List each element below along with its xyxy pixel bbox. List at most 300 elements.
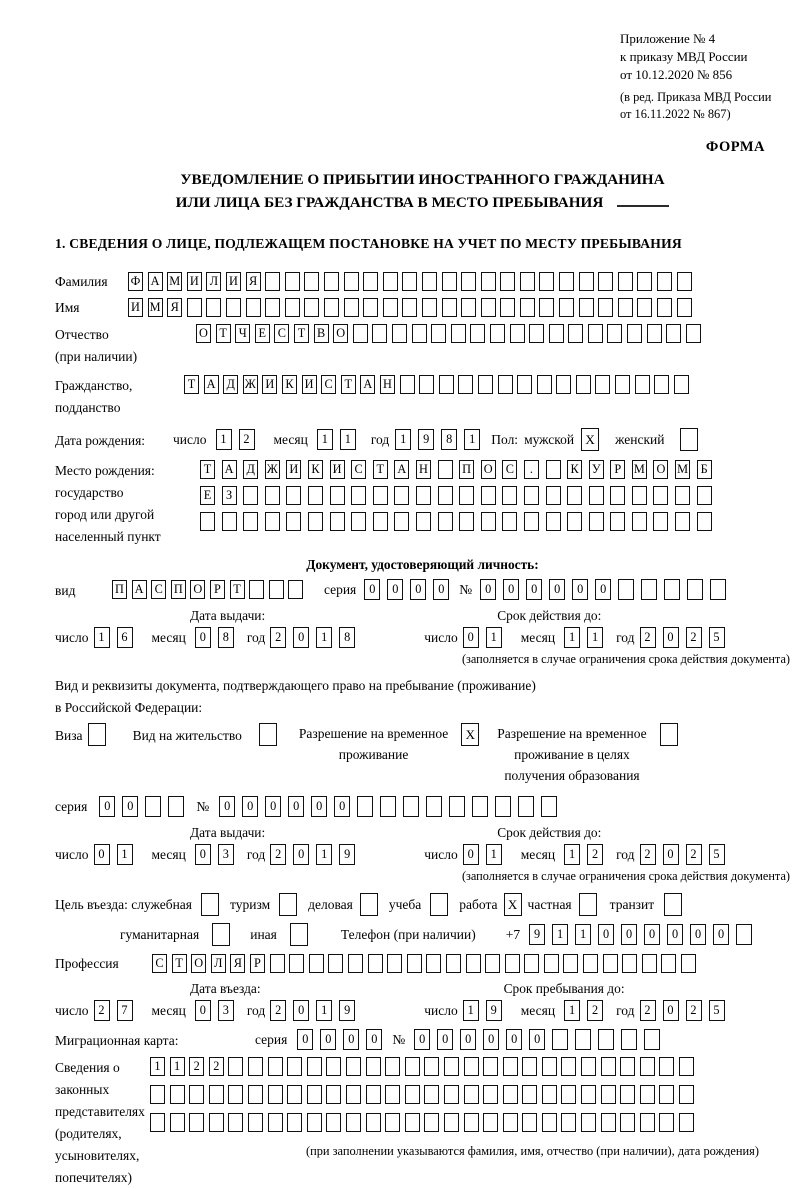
char-cell[interactable]: 1 — [486, 627, 502, 648]
char-cell[interactable] — [677, 298, 692, 317]
birth-day-input[interactable] — [216, 429, 262, 450]
char-cell[interactable]: О — [196, 324, 211, 343]
char-cell[interactable]: К — [308, 460, 323, 479]
char-cell[interactable] — [248, 1113, 263, 1132]
char-cell[interactable] — [483, 1057, 498, 1076]
char-cell[interactable] — [187, 298, 202, 317]
res-valid-year[interactable] — [640, 844, 732, 865]
char-cell[interactable]: С — [274, 324, 289, 343]
char-cell[interactable] — [657, 272, 672, 291]
char-cell[interactable] — [561, 1085, 576, 1104]
char-cell[interactable] — [346, 1085, 361, 1104]
char-cell[interactable] — [403, 796, 419, 817]
res-number-input[interactable] — [219, 796, 564, 817]
char-cell[interactable]: 8 — [218, 627, 234, 648]
char-cell[interactable] — [657, 298, 672, 317]
char-cell[interactable] — [520, 272, 535, 291]
char-cell[interactable]: С — [152, 954, 167, 973]
char-cell[interactable] — [637, 298, 652, 317]
char-cell[interactable] — [287, 1057, 302, 1076]
char-cell[interactable] — [387, 954, 402, 973]
char-cell[interactable]: 0 — [598, 924, 614, 945]
char-cell[interactable]: 1 — [575, 924, 591, 945]
char-cell[interactable] — [567, 486, 582, 505]
char-cell[interactable] — [402, 272, 417, 291]
char-cell[interactable]: 0 — [667, 924, 683, 945]
char-cell[interactable]: В — [314, 324, 329, 343]
char-cell[interactable] — [405, 1085, 420, 1104]
char-cell[interactable]: У — [589, 460, 604, 479]
char-cell[interactable] — [603, 954, 618, 973]
char-cell[interactable]: 1 — [464, 429, 480, 450]
char-cell[interactable] — [268, 1085, 283, 1104]
char-cell[interactable]: 0 — [364, 579, 380, 600]
char-cell[interactable]: 0 — [595, 579, 611, 600]
entry-month[interactable] — [195, 1000, 241, 1021]
char-cell[interactable] — [659, 1057, 674, 1076]
char-cell[interactable] — [360, 893, 378, 916]
char-cell[interactable] — [212, 923, 230, 946]
res-series-input[interactable] — [99, 796, 191, 817]
char-cell[interactable] — [666, 324, 681, 343]
char-cell[interactable]: С — [502, 460, 517, 479]
char-cell[interactable] — [368, 954, 383, 973]
char-cell[interactable] — [307, 1057, 322, 1076]
business-checkbox[interactable] — [360, 893, 378, 916]
char-cell[interactable] — [542, 1057, 557, 1076]
char-cell[interactable]: 1 — [316, 1000, 332, 1021]
char-cell[interactable]: 0 — [293, 627, 309, 648]
char-cell[interactable] — [383, 272, 398, 291]
char-cell[interactable]: 1 — [316, 627, 332, 648]
char-cell[interactable]: 2 — [587, 844, 603, 865]
res-valid-day[interactable] — [463, 844, 509, 865]
char-cell[interactable] — [307, 1113, 322, 1132]
char-cell[interactable]: 2 — [270, 844, 286, 865]
char-cell[interactable] — [503, 1085, 518, 1104]
char-cell[interactable] — [348, 954, 363, 973]
char-cell[interactable]: О — [653, 460, 668, 479]
char-cell[interactable]: 0 — [265, 796, 281, 817]
char-cell[interactable] — [439, 375, 454, 394]
char-cell[interactable] — [500, 298, 515, 317]
char-cell[interactable]: 1 — [463, 1000, 479, 1021]
char-cell[interactable] — [209, 1113, 224, 1132]
char-cell[interactable] — [618, 272, 633, 291]
char-cell[interactable]: М — [167, 272, 182, 291]
char-cell[interactable] — [675, 512, 690, 531]
entry-year[interactable] — [270, 1000, 362, 1021]
char-cell[interactable] — [503, 1113, 518, 1132]
char-cell[interactable]: Р — [210, 580, 225, 599]
char-cell[interactable] — [200, 512, 215, 531]
char-cell[interactable] — [576, 375, 591, 394]
char-cell[interactable] — [539, 298, 554, 317]
char-cell[interactable]: 0 — [122, 796, 138, 817]
char-cell[interactable] — [518, 796, 534, 817]
doc-issue-month[interactable] — [195, 627, 241, 648]
char-cell[interactable] — [394, 512, 409, 531]
char-cell[interactable]: 2 — [209, 1057, 224, 1076]
char-cell[interactable] — [589, 486, 604, 505]
char-cell[interactable]: 0 — [94, 844, 110, 865]
char-cell[interactable] — [287, 1085, 302, 1104]
char-cell[interactable] — [697, 486, 712, 505]
char-cell[interactable] — [524, 512, 539, 531]
char-cell[interactable] — [363, 272, 378, 291]
reps-row1-input[interactable] — [150, 1057, 699, 1076]
char-cell[interactable] — [308, 486, 323, 505]
char-cell[interactable]: Б — [697, 460, 712, 479]
char-cell[interactable]: З — [222, 486, 237, 505]
char-cell[interactable]: Т — [216, 324, 231, 343]
char-cell[interactable]: 2 — [640, 844, 656, 865]
char-cell[interactable] — [664, 893, 682, 916]
char-cell[interactable]: Ф — [128, 272, 143, 291]
patronymic-input[interactable] — [196, 324, 705, 343]
char-cell[interactable]: 1 — [117, 844, 133, 865]
phone-input[interactable] — [529, 924, 759, 945]
char-cell[interactable]: 6 — [117, 627, 133, 648]
res-issue-month[interactable] — [195, 844, 241, 865]
char-cell[interactable] — [430, 893, 448, 916]
char-cell[interactable] — [438, 486, 453, 505]
char-cell[interactable] — [189, 1113, 204, 1132]
char-cell[interactable] — [485, 954, 500, 973]
char-cell[interactable]: О — [481, 460, 496, 479]
char-cell[interactable] — [627, 324, 642, 343]
char-cell[interactable]: И — [187, 272, 202, 291]
char-cell[interactable] — [677, 272, 692, 291]
char-cell[interactable]: А — [204, 375, 219, 394]
char-cell[interactable] — [330, 486, 345, 505]
char-cell[interactable] — [326, 1057, 341, 1076]
char-cell[interactable] — [444, 1085, 459, 1104]
char-cell[interactable] — [522, 1085, 537, 1104]
visa-checkbox[interactable] — [88, 723, 106, 746]
char-cell[interactable] — [481, 486, 496, 505]
char-cell[interactable] — [416, 512, 431, 531]
char-cell[interactable]: 0 — [343, 1029, 359, 1050]
char-cell[interactable] — [481, 512, 496, 531]
char-cell[interactable] — [697, 512, 712, 531]
char-cell[interactable]: А — [360, 375, 375, 394]
char-cell[interactable] — [373, 486, 388, 505]
char-cell[interactable] — [288, 580, 303, 599]
tourism-checkbox[interactable] — [279, 893, 297, 916]
char-cell[interactable] — [621, 1029, 637, 1050]
char-cell[interactable] — [659, 1085, 674, 1104]
char-cell[interactable] — [222, 512, 237, 531]
char-cell[interactable]: 2 — [239, 429, 255, 450]
char-cell[interactable]: К — [282, 375, 297, 394]
char-cell[interactable] — [561, 1113, 576, 1132]
char-cell[interactable]: О — [333, 324, 348, 343]
char-cell[interactable] — [620, 1057, 635, 1076]
name-input[interactable] — [128, 298, 696, 317]
char-cell[interactable]: Я — [246, 272, 261, 291]
char-cell[interactable]: И — [302, 375, 317, 394]
char-cell[interactable] — [150, 1113, 165, 1132]
char-cell[interactable] — [502, 486, 517, 505]
char-cell[interactable]: 0 — [663, 844, 679, 865]
char-cell[interactable] — [392, 324, 407, 343]
char-cell[interactable] — [556, 375, 571, 394]
char-cell[interactable] — [598, 298, 613, 317]
char-cell[interactable] — [326, 1113, 341, 1132]
res-issue-year[interactable] — [270, 844, 362, 865]
char-cell[interactable]: 0 — [663, 1000, 679, 1021]
char-cell[interactable] — [498, 375, 513, 394]
char-cell[interactable] — [644, 1029, 660, 1050]
char-cell[interactable]: X — [461, 723, 479, 746]
char-cell[interactable] — [618, 579, 634, 600]
char-cell[interactable] — [583, 954, 598, 973]
char-cell[interactable] — [170, 1085, 185, 1104]
char-cell[interactable] — [522, 1057, 537, 1076]
char-cell[interactable] — [265, 272, 280, 291]
char-cell[interactable]: 9 — [339, 1000, 355, 1021]
char-cell[interactable] — [464, 1057, 479, 1076]
char-cell[interactable]: 0 — [293, 844, 309, 865]
char-cell[interactable] — [424, 1085, 439, 1104]
char-cell[interactable]: 0 — [334, 796, 350, 817]
char-cell[interactable] — [344, 272, 359, 291]
char-cell[interactable]: 2 — [270, 627, 286, 648]
char-cell[interactable]: 2 — [587, 1000, 603, 1021]
char-cell[interactable] — [459, 512, 474, 531]
char-cell[interactable] — [287, 1113, 302, 1132]
char-cell[interactable]: 0 — [414, 1029, 430, 1050]
char-cell[interactable] — [442, 298, 457, 317]
char-cell[interactable] — [394, 486, 409, 505]
char-cell[interactable]: 7 — [117, 1000, 133, 1021]
char-cell[interactable] — [150, 1085, 165, 1104]
char-cell[interactable] — [228, 1113, 243, 1132]
char-cell[interactable] — [243, 486, 258, 505]
char-cell[interactable] — [710, 579, 726, 600]
char-cell[interactable]: 0 — [503, 579, 519, 600]
entry-day[interactable] — [94, 1000, 140, 1021]
birthplace-row1-input[interactable] — [200, 460, 718, 479]
char-cell[interactable] — [249, 580, 264, 599]
char-cell[interactable]: О — [191, 954, 206, 973]
char-cell[interactable] — [505, 954, 520, 973]
work-checkbox[interactable] — [504, 893, 522, 916]
char-cell[interactable]: 1 — [552, 924, 568, 945]
char-cell[interactable] — [346, 1113, 361, 1132]
char-cell[interactable] — [442, 272, 457, 291]
char-cell[interactable]: 0 — [195, 844, 211, 865]
char-cell[interactable] — [461, 298, 476, 317]
char-cell[interactable]: И — [262, 375, 277, 394]
char-cell[interactable]: 5 — [709, 1000, 725, 1021]
char-cell[interactable]: П — [112, 580, 127, 599]
study-checkbox[interactable] — [430, 893, 448, 916]
char-cell[interactable]: 1 — [486, 844, 502, 865]
char-cell[interactable] — [243, 512, 258, 531]
char-cell[interactable]: И — [330, 460, 345, 479]
char-cell[interactable] — [431, 324, 446, 343]
char-cell[interactable]: 2 — [686, 1000, 702, 1021]
char-cell[interactable] — [640, 1085, 655, 1104]
char-cell[interactable]: 2 — [94, 1000, 110, 1021]
char-cell[interactable]: С — [351, 460, 366, 479]
char-cell[interactable]: Е — [200, 486, 215, 505]
char-cell[interactable] — [575, 1029, 591, 1050]
char-cell[interactable] — [561, 1057, 576, 1076]
transit-checkbox[interactable] — [664, 893, 682, 916]
char-cell[interactable] — [581, 1085, 596, 1104]
char-cell[interactable]: X — [504, 893, 522, 916]
char-cell[interactable] — [552, 1029, 568, 1050]
char-cell[interactable] — [228, 1057, 243, 1076]
char-cell[interactable]: 0 — [311, 796, 327, 817]
char-cell[interactable]: Т — [184, 375, 199, 394]
char-cell[interactable] — [563, 954, 578, 973]
char-cell[interactable] — [324, 298, 339, 317]
doc-series-input[interactable] — [364, 579, 456, 600]
char-cell[interactable]: Т — [230, 580, 245, 599]
char-cell[interactable] — [426, 796, 442, 817]
char-cell[interactable] — [88, 723, 106, 746]
char-cell[interactable] — [559, 272, 574, 291]
char-cell[interactable]: Д — [223, 375, 238, 394]
char-cell[interactable] — [226, 298, 241, 317]
male-checkbox[interactable] — [581, 428, 599, 451]
char-cell[interactable] — [286, 512, 301, 531]
char-cell[interactable]: X — [581, 428, 599, 451]
char-cell[interactable] — [464, 1113, 479, 1132]
char-cell[interactable]: 1 — [564, 1000, 580, 1021]
char-cell[interactable]: И — [286, 460, 301, 479]
char-cell[interactable] — [601, 1085, 616, 1104]
char-cell[interactable] — [290, 923, 308, 946]
birthplace-row2-input[interactable] — [200, 486, 718, 505]
char-cell[interactable] — [285, 272, 300, 291]
char-cell[interactable] — [640, 1113, 655, 1132]
char-cell[interactable] — [286, 486, 301, 505]
char-cell[interactable] — [357, 796, 373, 817]
char-cell[interactable]: С — [321, 375, 336, 394]
char-cell[interactable] — [422, 272, 437, 291]
char-cell[interactable] — [478, 375, 493, 394]
char-cell[interactable] — [610, 512, 625, 531]
char-cell[interactable] — [618, 298, 633, 317]
char-cell[interactable] — [405, 1113, 420, 1132]
char-cell[interactable] — [679, 1057, 694, 1076]
char-cell[interactable]: Т — [172, 954, 187, 973]
char-cell[interactable] — [366, 1085, 381, 1104]
char-cell[interactable]: 0 — [460, 1029, 476, 1050]
other-purpose-checkbox[interactable] — [290, 923, 308, 946]
char-cell[interactable]: 3 — [218, 844, 234, 865]
char-cell[interactable] — [559, 298, 574, 317]
char-cell[interactable]: 0 — [242, 796, 258, 817]
char-cell[interactable]: Т — [294, 324, 309, 343]
char-cell[interactable] — [483, 1085, 498, 1104]
char-cell[interactable]: 1 — [150, 1057, 165, 1076]
char-cell[interactable]: П — [459, 460, 474, 479]
char-cell[interactable] — [285, 298, 300, 317]
doc-number-input[interactable] — [480, 579, 733, 600]
char-cell[interactable] — [170, 1113, 185, 1132]
char-cell[interactable] — [647, 324, 662, 343]
char-cell[interactable]: 0 — [433, 579, 449, 600]
char-cell[interactable]: Ж — [243, 375, 258, 394]
char-cell[interactable] — [641, 579, 657, 600]
char-cell[interactable] — [539, 272, 554, 291]
doc-valid-day[interactable] — [463, 627, 509, 648]
char-cell[interactable]: К — [567, 460, 582, 479]
char-cell[interactable] — [426, 954, 441, 973]
char-cell[interactable] — [451, 324, 466, 343]
char-cell[interactable] — [483, 1113, 498, 1132]
char-cell[interactable] — [664, 579, 680, 600]
char-cell[interactable]: 0 — [463, 627, 479, 648]
char-cell[interactable] — [145, 796, 161, 817]
char-cell[interactable] — [549, 324, 564, 343]
char-cell[interactable] — [579, 272, 594, 291]
char-cell[interactable] — [607, 324, 622, 343]
char-cell[interactable]: Я — [230, 954, 245, 973]
char-cell[interactable] — [481, 298, 496, 317]
char-cell[interactable]: Т — [200, 460, 215, 479]
char-cell[interactable] — [270, 954, 285, 973]
char-cell[interactable]: 1 — [316, 844, 332, 865]
char-cell[interactable] — [446, 954, 461, 973]
char-cell[interactable]: 9 — [529, 924, 545, 945]
char-cell[interactable] — [402, 298, 417, 317]
char-cell[interactable] — [248, 1057, 263, 1076]
char-cell[interactable] — [520, 298, 535, 317]
char-cell[interactable]: 8 — [441, 429, 457, 450]
char-cell[interactable] — [466, 954, 481, 973]
char-cell[interactable]: Р — [610, 460, 625, 479]
char-cell[interactable]: 0 — [644, 924, 660, 945]
char-cell[interactable] — [265, 486, 280, 505]
char-cell[interactable]: 0 — [621, 924, 637, 945]
char-cell[interactable] — [470, 324, 485, 343]
char-cell[interactable]: П — [171, 580, 186, 599]
char-cell[interactable] — [481, 272, 496, 291]
char-cell[interactable]: О — [190, 580, 205, 599]
char-cell[interactable] — [537, 375, 552, 394]
char-cell[interactable] — [546, 512, 561, 531]
char-cell[interactable] — [679, 1085, 694, 1104]
char-cell[interactable]: 1 — [317, 429, 333, 450]
char-cell[interactable] — [640, 1057, 655, 1076]
char-cell[interactable] — [598, 272, 613, 291]
char-cell[interactable] — [363, 298, 378, 317]
char-cell[interactable]: 2 — [270, 1000, 286, 1021]
char-cell[interactable]: 2 — [640, 627, 656, 648]
char-cell[interactable]: 2 — [640, 1000, 656, 1021]
res-valid-month[interactable] — [564, 844, 610, 865]
char-cell[interactable] — [424, 1057, 439, 1076]
char-cell[interactable]: 3 — [218, 1000, 234, 1021]
char-cell[interactable] — [209, 1085, 224, 1104]
char-cell[interactable] — [449, 796, 465, 817]
char-cell[interactable] — [679, 1113, 694, 1132]
char-cell[interactable] — [736, 924, 752, 945]
char-cell[interactable] — [269, 580, 284, 599]
char-cell[interactable] — [542, 1085, 557, 1104]
char-cell[interactable] — [495, 796, 511, 817]
char-cell[interactable] — [366, 1113, 381, 1132]
char-cell[interactable] — [589, 512, 604, 531]
char-cell[interactable]: 1 — [564, 844, 580, 865]
